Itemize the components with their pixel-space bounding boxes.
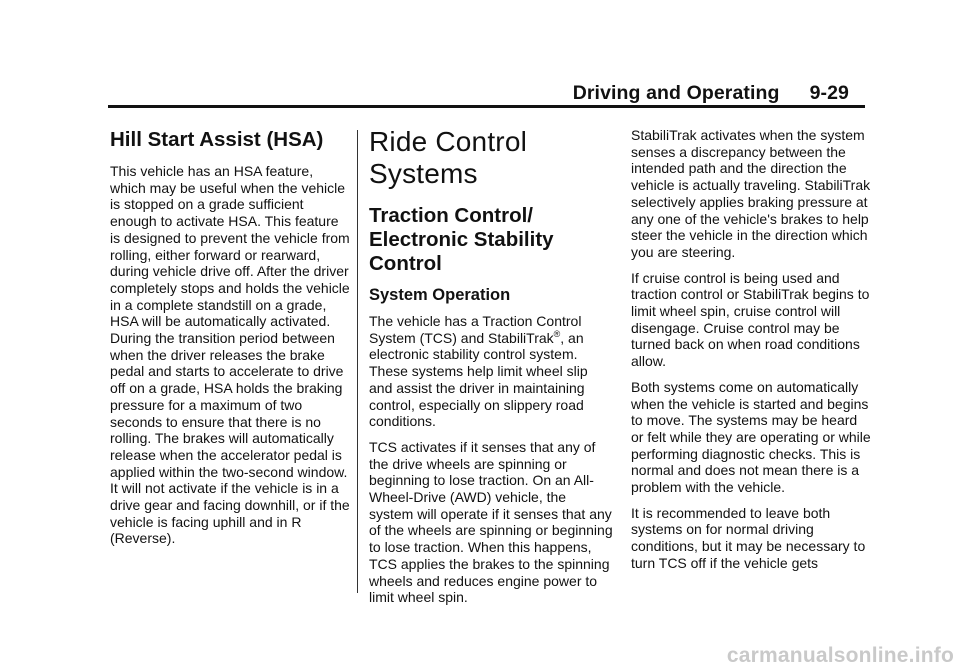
system-paragraph-start: The vehicle has a Traction Control System (TCS) and StabiliTrak xyxy=(369,313,582,346)
registered-mark: ® xyxy=(553,328,561,339)
column-right xyxy=(631,127,871,581)
both-systems-paragraph: Both systems come on automatically when the vehicle is started and begins to move. The systems may be heard or felt while they are operating or while performing diagnostic checks. This is normal and does not mean there is a problem with the vehicle. xyxy=(631,378,871,496)
watermark-logo: carmanualsonline.info xyxy=(726,644,954,667)
ride-control-heading: Ride Control Systems xyxy=(369,126,528,189)
stabilitrak-paragraph: StabiliTrak activates when the system senses a discrepancy between the intended path and the direction the vehicle is actually traveling. StabiliTrak selectively applies braking pressure at any one of the vehicle's brakes to help steer the vehicle in the direction which you are steering. xyxy=(631,127,871,260)
traction-control-heading: Traction Control/ Electronic Stability Control xyxy=(369,204,554,275)
hsa-paragraph: This vehicle has an HSA feature, which may be useful when the vehicle is stopped on a grade sufficient enough to activate HSA. This feature is designed to prevent the vehicle from rolling, either forward or rearward, during vehicle drive off. After the driver completely stops and holds the vehicle in a complete standstill on a grade, HSA will be automatically activated. During the transition period between when the driver releases the brake pedal and starts to accelerate to drive off on a grade, HSA holds the braking pressure for a maximum of two seconds to ensure that there is no rolling. The brakes will automatically release when the accelerator pedal is applied within the two-second window. It will not activate if the vehicle is in a drive gear and facing downhill, or if the vehicle is facing uphill and in R (Reverse). xyxy=(110,163,350,547)
cruise-control-paragraph: If cruise control is being used and traction control or StabiliTrak begins to limit wheel spin, cruise control will disengage. Cruise control may be turned back on when road conditions allow. xyxy=(631,269,870,370)
column-middle xyxy=(369,126,614,615)
system-paragraph xyxy=(369,313,614,430)
running-header xyxy=(573,82,849,105)
column-left xyxy=(110,128,350,556)
hsa-heading: Hill Start Assist (HSA) xyxy=(110,128,324,151)
recommendation-paragraph: It is recommended to leave both systems on for normal driving conditions, but it may be necessary to turn TCS off if the vehicle gets xyxy=(631,504,866,571)
system-operation-heading: System Operation xyxy=(369,286,511,304)
page-number: 9-29 xyxy=(809,82,849,104)
column-divider xyxy=(357,130,358,593)
system-paragraph-end: , an electronic stability control system. These systems help limit wheel slip and assist the driver in maintaining control, especially on slippery road conditions. xyxy=(369,329,588,430)
header-rule xyxy=(108,105,865,108)
tcs-paragraph: TCS activates if it senses that any of the drive wheels are spinning or beginning to lose traction. On an All-Wheel-Drive (AWD) vehicle, the system will operate if it senses that any of the wheels are spinning or beginning to lose traction. When this happens, TCS applies the brakes to the spinning wheels and reduces engine power to limit wheel spin. xyxy=(369,438,613,606)
section-title: Driving and Operating xyxy=(572,82,780,104)
